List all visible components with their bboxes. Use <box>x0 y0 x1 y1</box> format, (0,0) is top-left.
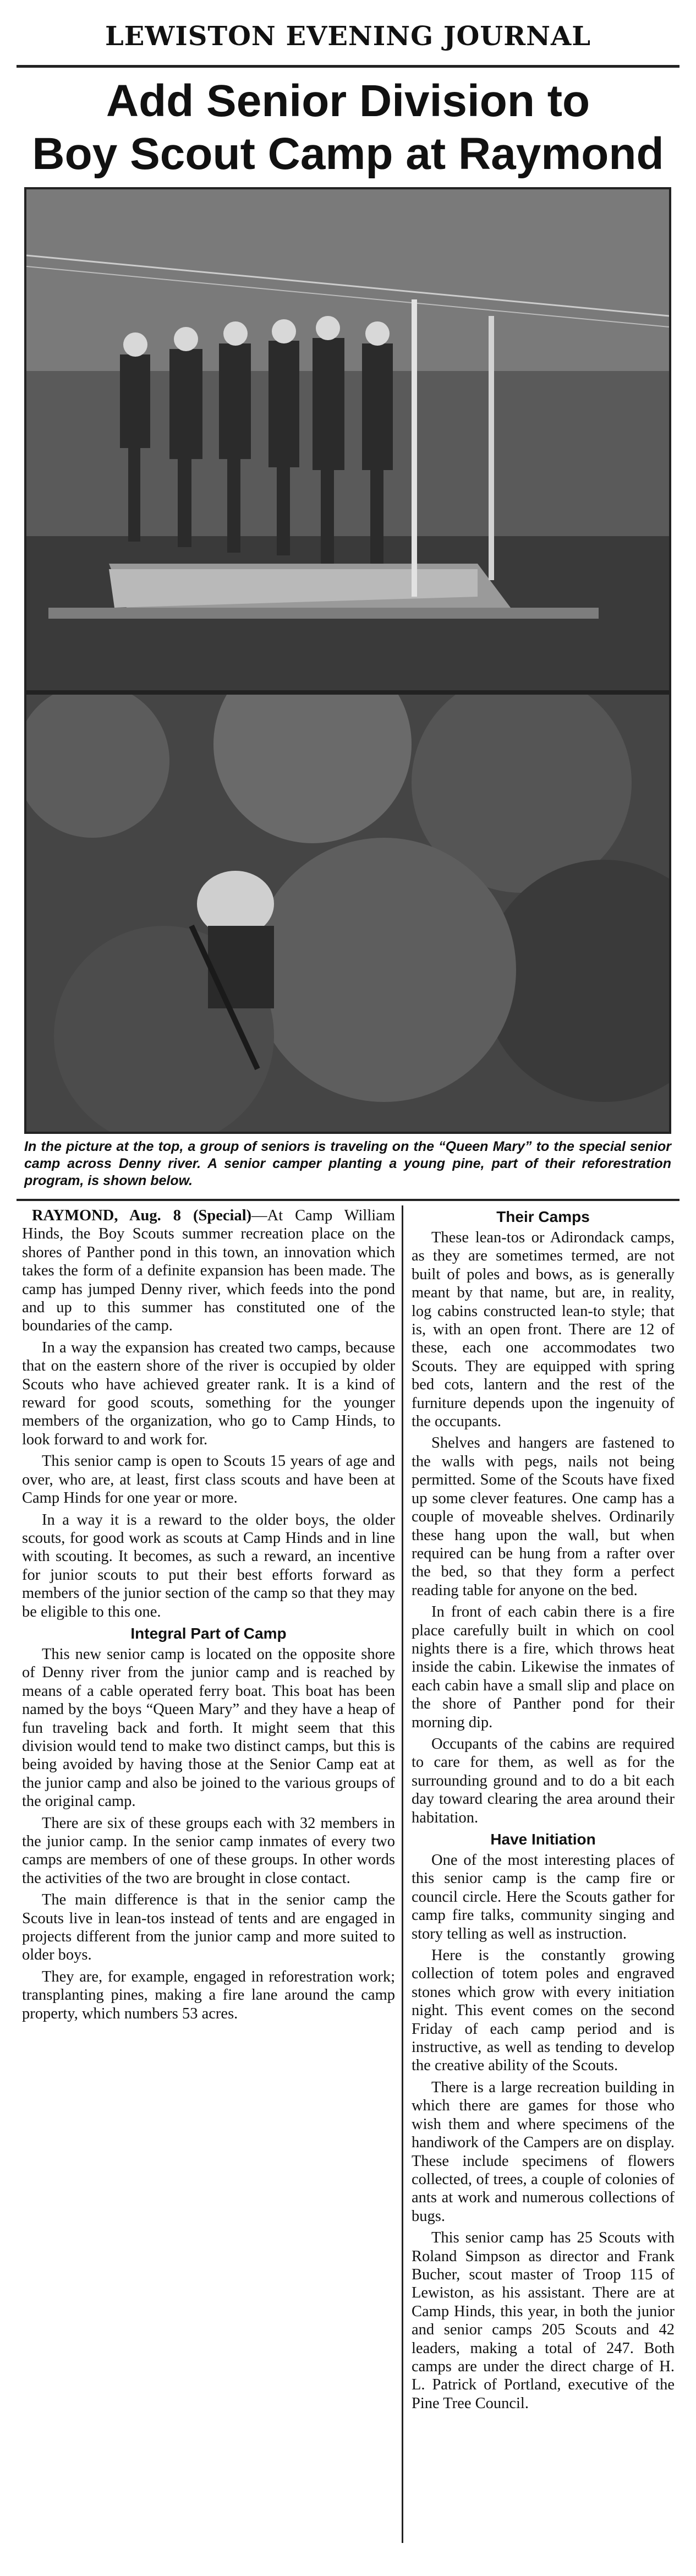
article-paragraph: Here is the constantly growing collection of totem poles and engraved stones which grow with every initiation night. This event comes on the second Friday of each camp period and is instructive, as well as tending to develop the creative ability of the Scouts. <box>412 1947 675 2075</box>
article-paragraph: Shelves and hangers are fastened to the walls with pegs, nails not being permitted. Some of the Scouts have fixed up some clever features. One camp has a couple of moveable shelves. Ordinarily these hang upon the wall, but when required can be hung from a rafter over the bed, so that they form a perfect reading table for anyone on the bed. <box>412 1434 675 1599</box>
subheading-have-initiation: Have Initiation <box>490 1831 596 1848</box>
article-paragraph: They are, for example, engaged in reforestration work; transplanting pines, making a fire lane around the camp property, which numbers 53 acres. <box>22 1968 395 2022</box>
article-paragraph: In a way it is a reward to the older boys, the older scouts, for good work as scouts at Camp Hinds and in line with scouting. It becomes, as such a reward, an incentive for junior scouts to put their best efforts forward as members of the junior section of the camp so that they may be eligible to this one. <box>22 1511 395 1620</box>
masthead-title: LEWISTON EVENING JOURNAL <box>105 21 591 52</box>
article-paragraph: There is a large recreation building in which there are games for those who wish them and where specimens of the handiwork of the Campers are on display. These include specimens of flowers collected, of trees, a couple of colonies of ants at work and numerous collections of bugs. <box>412 2078 675 2225</box>
article-paragraph: This senior camp has 25 Scouts with Roland Simpson as director and Frank Bucher, scout master of Troop 115 of Lewiston, as his assistant. There are at Camp Hinds, this year, in both the junior and senior camps 205 Scouts and 42 leaders, making a total of 247. Both camps are under the direct charge of H. L. Patrick of Portland, executive of the Pine Tree Council. <box>412 2229 675 2412</box>
article-text: —At Camp William Hinds, the Boy Scouts summer recreation place on the shores of Panther pond in this town, an innovation which takes the form of a definite expansion has been made. The camp has jumped Denny river, which feeds into the pond and up to this summer has constituted one of the boundaries of the camp. <box>22 1207 395 1335</box>
article-paragraph: These lean-tos or Adirondack camps, as they are sometimes termed, are not built of poles and bows, as is generally meant by that name, but are, in reality, log cabins constructed lean-to style; that is, with an open front. There are 12 of these, each one accommodates two Scouts. They are equipped with spring bed cots, lantern and the rest of the furniture depends upon the ingenuity of the occupants. <box>412 1229 675 1431</box>
article-column-right <box>412 1207 675 2550</box>
photo-caption: In the picture at the top, a group of seniors is traveling on the “Queen Mary” to the special senior camp across Denny river. A senior camper planting a young pine, part of their reforestration program, is shown below. <box>24 1139 671 1188</box>
article-column-left <box>22 1207 395 2550</box>
article-paragraph: In a way the expansion has created two camps, because that on the eastern shore of the river is occupied by older Scouts who have achieved greater rank. It is a kind of reward for good scouts, something for the younger members of the organization, who go to Camp Hinds, to look forward to and work for. <box>22 1339 395 1448</box>
dateline: RAYMOND, Aug. 8 (Special) <box>32 1207 252 1224</box>
article-paragraph: The main difference is that in the senior camp the Scouts live in lean-tos instead of tents and are engaged in projects different from the junior camp and more suited to older boys. <box>22 1891 395 1964</box>
article-paragraph <box>22 1207 395 1335</box>
article-paragraph: This new senior camp is located on the opposite shore of Denny river from the junior camp and is reached by means of a cable operated ferry boat. This boat has been named by the boys “Queen Mary” and they have a heap of fun traveling back and forth. It might seem that this division would tend to make two distinct camps, but this is being avoided by having those at the Senior Camp eat at the junior camp and also be joined to the various groups of the original camp. <box>22 1645 395 1810</box>
subheading-their-camps: Their Camps <box>496 1208 590 1225</box>
subheading-integral-part: Integral Part of Camp <box>130 1624 287 1642</box>
article-paragraph: There are six of these groups each with 32 members in the junior camp. In the senior camp inmates of every two camps are members of one of these groups. In other words the activities of the two are brought in close contact. <box>22 1814 395 1887</box>
column-divider <box>402 1205 403 2543</box>
masthead-divider <box>17 65 679 68</box>
article-paragraph: In front of each cabin there is a fire place carefully built in which on cool nights there is a fire, which throws heat inside the cabin. Likewise the inmates of each cabin have a small slip and place on the shore of Panther pond for their morning dip. <box>412 1603 675 1731</box>
article-paragraph: This senior camp is open to Scouts 15 years of age and over, who are, at least, first class scouts and have been at Camp Hinds for one year or more. <box>22 1453 395 1507</box>
headline <box>17 75 679 190</box>
article-paragraph: Occupants of the cabins are required to care for them, as well as for the surrounding ground and to do a bit each day toward clearing the area around their habitation. <box>412 1735 675 1826</box>
ferry-photo <box>26 189 669 690</box>
pine-planting-photo <box>26 695 669 1132</box>
photo-frame <box>24 187 671 1134</box>
headline-line-1: Add Senior Division to <box>106 76 590 126</box>
caption-divider <box>17 1199 679 1201</box>
headline-line-2: Boy Scout Camp at Raymond <box>32 129 664 179</box>
article-paragraph: One of the most interesting places of this senior camp is the camp fire or council circle. Here the Scouts gather for camp fire talks, community singing and story telling as well as instruction. <box>412 1852 675 1942</box>
